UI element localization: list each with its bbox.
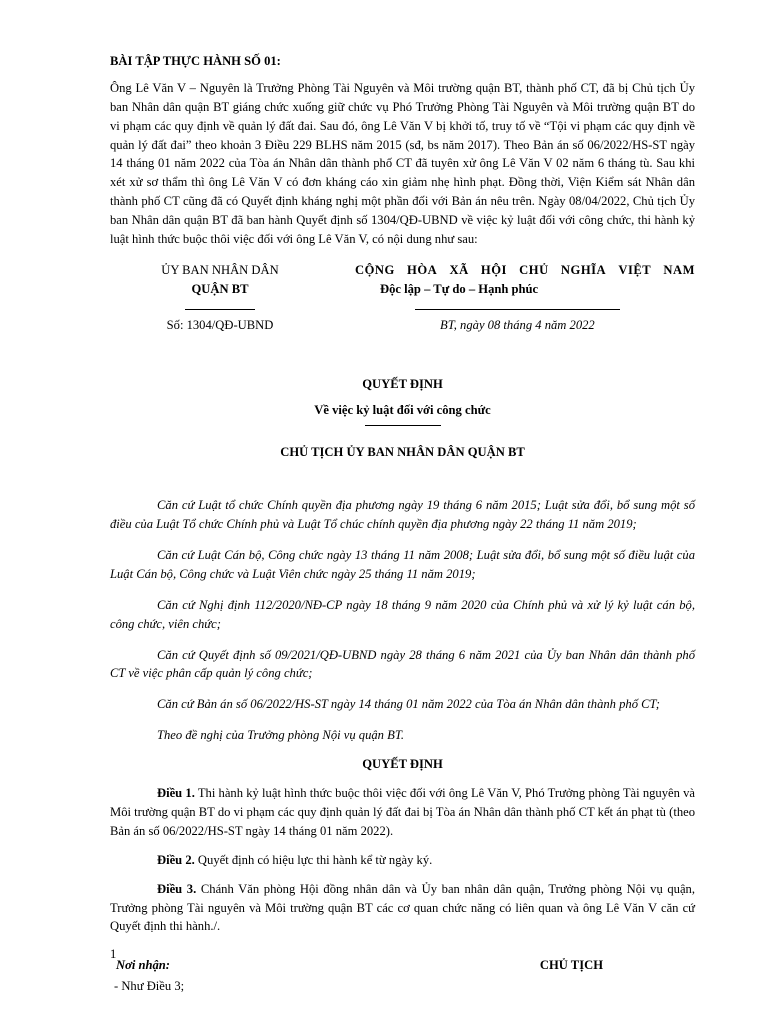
legal-basis: Căn cứ Bản án số 06/2022/HS-ST ngày 14 tháng 01 năm 2022 của Tòa án Nhân dân thành phố CT; <box>157 697 660 712</box>
agency-block <box>100 261 340 335</box>
article-text: Chánh Văn phòng Hội đồng nhân dân và Ủy ban nhân dân quận, Trưởng phòng Nội vụ quận, Trưởng phòng Tài nguyên và Môi trường quận BT các cơ quan chức năng có liên quan và ông Lê Văn V căn cứ Quyết định thi hành./. <box>110 881 696 934</box>
nation-word: HỘI <box>480 262 507 277</box>
agency-line1: ỦY BAN NHÂN DÂN <box>161 262 279 277</box>
exercise-title: BÀI TẬP THỰC HÀNH SỐ 01: <box>110 54 281 68</box>
nation-word: HÒA <box>407 262 438 277</box>
decision-title: QUYẾT ĐỊNH <box>362 376 443 391</box>
article-3 <box>110 880 695 937</box>
article-label: Điều 2. <box>157 852 195 867</box>
motto: Độc lập – Tự do – Hạnh phúc <box>380 281 539 296</box>
article-text: Thi hành kỷ luật hình thức buộc thôi việc đối với ông Lê Văn V, Phó Trưởng phòng Tài nguyên và Môi trường quận BT do vi phạm các quy định quản lý đất đai bị Tòa án Nhân dân thành phố CT kết án phạt tù (theo Bản án số 06/2022/HS-ST ngày 14 tháng 01 năm 2022). <box>110 786 696 838</box>
page-number: 1 <box>110 947 117 961</box>
legal-basis: Theo đề nghị của Trưởng phòng Nội vụ quận BT. <box>157 728 405 743</box>
nation-word: NAM <box>663 262 695 277</box>
article-label: Điều 1. <box>157 786 195 801</box>
article-text: Quyết định có hiệu lực thi hành kể từ ngày ký. <box>194 852 433 867</box>
intro-paragraph: Ông Lê Văn V – Nguyên là Trưởng Phòng Tài Nguyên và Môi trường quận BT, thành phố CT, đã bị Chủ tịch Ủy ban Nhân dân quận BT giáng chức xuống giữ chức vụ Phó Trưởng Phòng Tài Nguyên và Môi trường quận BT do vi phạm các quy định về quản lý đất đai. Sau đó, ông Lê Văn V bị khởi tố, truy tố về “Tội vi phạm các quy định về quản lý đất đai” theo khoản 3 Điều 229 BLHS năm 2015 (sđ, bs năm 2017). Theo Bản án số 06/2022/HS-ST ngày 14 tháng 01 năm 2022 của Tòa án Nhân dân thành phố CT đã tuyên xử ông Lê Văn V 02 năm 6 tháng tù. Sau khi xét xử sơ thẩm thì ông Lê Văn V có đơn kháng cáo xin giảm nhẹ hình phạt. Đồng thời, Viện Kiểm sát Nhân dân thành phố CT cũng đã có Quyết định kháng nghị một phần đối với Bản án nêu trên. Ngày 08/04/2022, Chủ tịch Ủy ban Nhân dân quận BT đã ban hành Quyết định số 1304/QĐ-UBND về việc kỷ luật đối với công chức, thi hành kỷ luật hình thức buộc thôi việc đối với ông Lê Văn V, có nội dung như sau: <box>110 80 695 247</box>
issue-date: BT, ngày 08 tháng 4 năm 2022 <box>440 317 595 332</box>
legal-basis: Căn cứ Nghị định 112/2020/NĐ-CP ngày 18 tháng 9 năm 2020 của Chính phủ và xử lý kỷ luật cán bộ, công chức, viên chức; <box>110 597 695 631</box>
article-label: Điều 3. <box>157 881 197 896</box>
motto-underline <box>415 309 620 310</box>
nation-word: VIỆT <box>618 262 652 277</box>
authority-heading: CHỦ TỊCH ỦY BAN NHÂN DÂN QUẬN BT <box>280 445 525 460</box>
nation-word: NGHĨA <box>560 262 607 277</box>
nation-block <box>355 261 695 335</box>
doc-number: Số: 1304/QĐ-UBND <box>166 317 274 332</box>
legal-basis: Căn cứ Luật Cán bộ, Công chức ngày 13 tháng 11 năm 2008; Luật sửa đổi, bổ sung một số điều luật của Luật Cán bộ, Công chức và Luật Viên chức ngày 25 tháng 11 năm 2019; <box>110 548 695 581</box>
nation-word: XÃ <box>449 262 469 277</box>
legal-basis: Căn cứ Quyết định số 09/2021/QĐ-UBND ngày 28 tháng 6 năm 2021 của Ủy ban Nhân dân thành phố CT về việc phân cấp quản lý công chức; <box>110 647 695 681</box>
article-1 <box>110 784 695 841</box>
signer-title: CHỦ TỊCH <box>539 958 603 973</box>
nation-name <box>355 261 695 280</box>
agency-line2: QUẬN BT <box>191 281 249 296</box>
recipients-label: Nơi nhận: <box>116 958 171 973</box>
article-2 <box>110 851 695 870</box>
subject-underline <box>365 425 441 426</box>
document-page <box>110 52 695 996</box>
recipients-block <box>110 956 184 996</box>
recipient-item: - Như Điều 3; <box>114 979 185 994</box>
legal-basis: Căn cứ Luật tổ chức Chính quyền địa phương ngày 19 tháng 6 năm 2015; Luật sửa đổi, bổ sung một số điều của Luật Tổ chức Chính phủ và Luật Tổ chúc chính quyền địa phương ngày 22 tháng 11 năm 2019; <box>110 498 695 532</box>
signature-area <box>110 956 695 996</box>
nation-word: CỘNG <box>355 262 395 277</box>
agency-underline <box>185 309 255 310</box>
decision-heading: QUYẾT ĐỊNH <box>362 757 443 772</box>
document-header <box>110 261 695 335</box>
decision-subject: Về việc kỷ luật đối với công chức <box>314 403 491 418</box>
nation-word: CHỦ <box>519 262 549 277</box>
